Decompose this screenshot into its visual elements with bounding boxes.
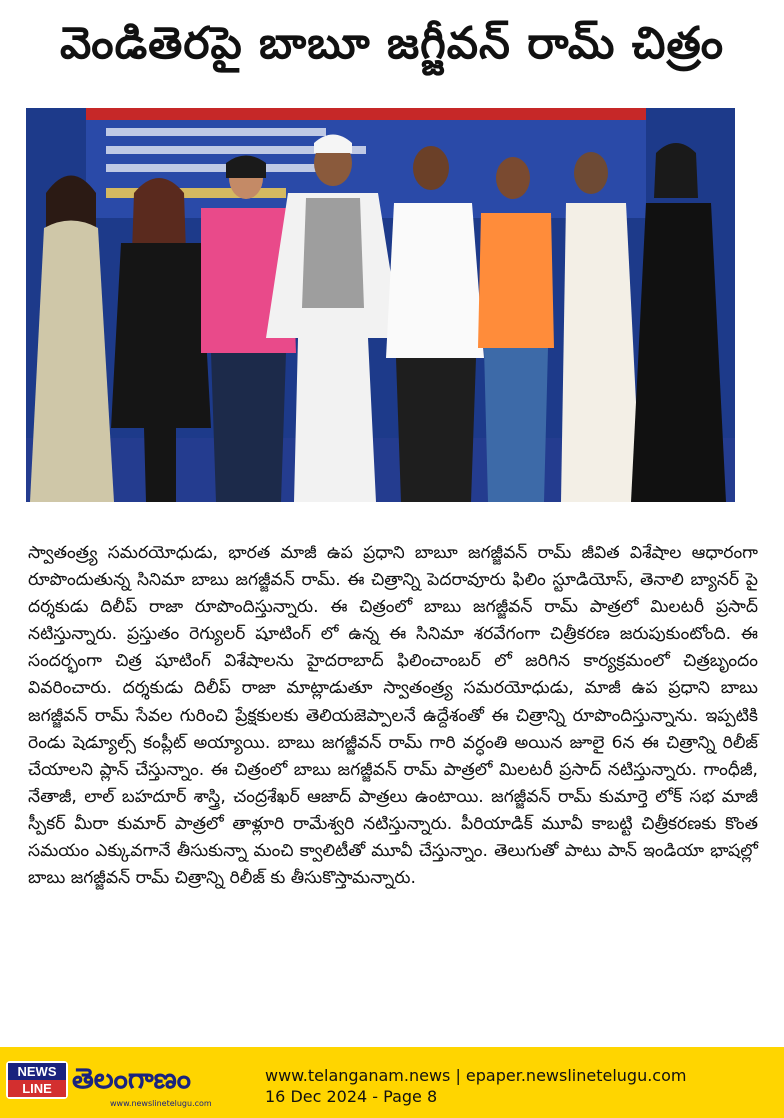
edition-date: 16 Dec 2024 - Page 8 [265,1087,438,1106]
event-photo [26,108,735,502]
site-links[interactable]: www.telanganam.news | epaper.newslinetelugu.com [265,1066,687,1085]
footer-bar [0,1047,784,1118]
article-body: స్వాతంత్ర్య సమరయోధుడు, భారత మాజీ ఉప ప్రధాని బాబూ జగజ్జీవన్ రామ్ జీవిత విశేషాల ఆధారంగా రూపొందుతున్న సినిమా బాబు జగజ్జీవన్ రామ్. ఈ చిత్రాన్ని పెదరావూరు ఫిలిం స్టూడియోస్, తెనాలి బ్యానర్ పై దర్శకుడు దిలీప్ రాజా రూపొందిస్తున్నారు. ఈ చిత్రంలో బాబు జగజ్జీవన్ రామ్ పాత్రలో మిలటరీ ప్రసాద్ నటిస్తున్నారు. ప్రస్తుతం రెగ్యులర్ షూటింగ్ లో ఉన్న ఈ సినిమా శరవేగంగా చిత్రీకరణ జరుపుకుంటోంది. ఈ సందర్భంగా చిత్ర షూటింగ్ విశేషాలను హైదరాబాద్ ఫిలించాంబర్ లో జరిగిన కార్యక్రమంలో చిత్రబృందం వివరించారు. దర్శకుడు దిలీప్ రాజా మాట్లాడుతూ స్వాతంత్ర్య సమరయోధుడు, మాజీ ఉప ప్రధాని బాబు జగజ్జీవన్ రామ్ సేవల గురించి ప్రేక్షకులకు తెలియజెప్పాలనే ఉద్దేశంతో ఈ చిత్రాన్ని రూపొందిస్తున్నాను. ఇప్పటికి రెండు షెడ్యూల్స్ కంప్లీట్ అయ్యాయి. బాబు జగజ్జీవన్ రామ్ గారి వర్ధంతి అయిన జూలై 6న ఈ చిత్రాన్ని రిలీజ్ చేయాలని ప్లాన్ చేస్తున్నాం. ఈ చిత్రంలో బాబు జగజ్జీవన్ రామ్ పాత్రలో మిలటరీ ప్రసాద్ నటిస్తున్నారు. గాంధీజీ, నేతాజీ, లాల్ బహదూర్ శాస్త్రి, చంద్రశేఖర్ ఆజాద్ పాత్రలు ఉంటాయి. జగజ్జీవన్ రామ్ కుమార్తె లోక్ సభ మాజీ స్పీకర్ మీరా కుమార్ పాత్రలో తాళ్లూరి రామేశ్వరి నటిస్తున్నారు. పీరియాడిక్ మూవీ కాబట్టి చిత్రీకరణకు కొంత సమయం ఎక్కువగానే తీసుకున్నా మంచి క్వాలిటీతో మూవీ చేస్తున్నాం. తెలుగుతో పాటు పాన్ ఇండియా భాషల్లో బాబు జగజ్జీవన్ రామ్ చిత్రాన్ని రిలీజ్ కు తీసుకొస్తామన్నారు. [28,543,758,889]
logo-news-bottom: LINE [22,1081,52,1096]
logo-url: www.newslinetelugu.com [110,1099,212,1108]
event-photo-illustration [26,108,735,502]
telanganam-logo [72,1059,250,1095]
logo-main-text: తెలంగాణం [72,1062,191,1095]
logo-news-top: NEWS [17,1064,57,1079]
headline: వెండితెరపై బాబూ జగ్జీవన్ రామ్ చిత్రం [59,18,725,69]
newsline-logo [6,1061,68,1099]
